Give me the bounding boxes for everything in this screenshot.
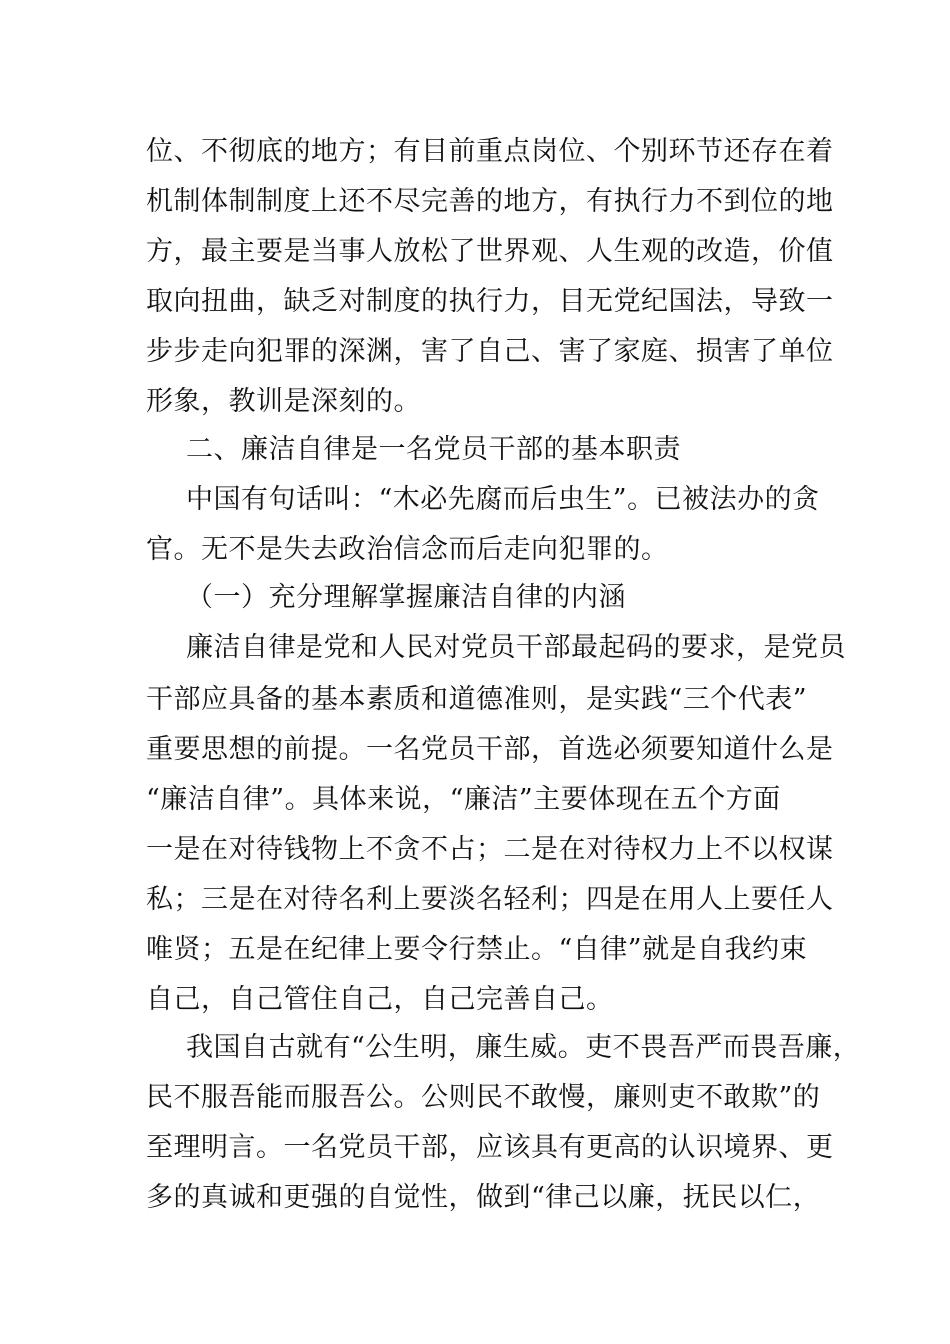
subsection-heading: （一）充分理解掌握廉洁自律的内涵 <box>186 582 626 613</box>
text-line: 我国自古就有“公生明，廉生威。吏不畏吾严而畏吾廉， <box>186 1032 861 1063</box>
section-heading: 二、廉洁自律是一名党员干部的基本职责 <box>186 434 681 465</box>
text-line: 至理明言。一名党员干部，应该具有更高的认识境界、更 <box>146 1132 834 1163</box>
text-line: 廉洁自律是党和人民对党员干部最起码的要求，是党员 <box>186 632 846 663</box>
text-line: 私；三是在对待名利上要淡名轻利；四是在用人上要任人 <box>146 884 834 915</box>
text-line: 民不服吾能而服吾公。公则民不敢慢，廉则吏不敢欺”的 <box>146 1082 821 1113</box>
text-line: 方，最主要是当事人放松了世界观、人生观的改造，价值 <box>146 236 834 267</box>
text-line: 一是在对待钱物上不贪不占；二是在对待权力上不以权谋 <box>146 834 834 865</box>
text-line: 官。无不是失去政治信念而后走向犯罪的。 <box>146 534 669 565</box>
text-line: 重要思想的前提。一名党员干部，首选必须要知道什么是 <box>146 734 834 765</box>
text-line: 中国有句话叫：“木必先腐而后虫生”。已被法办的贪 <box>186 484 820 515</box>
text-line: 多的真诚和更强的自觉性，做到“律己以廉，抚民以仁， <box>146 1182 821 1213</box>
text-line: 取向扭曲，缺乏对制度的执行力，目无党纪国法，导致一 <box>146 286 834 317</box>
text-line: 形象，教训是深刻的。 <box>146 386 421 417</box>
text-line: 步步走向犯罪的深渊，害了自己、害了家庭、损害了单位 <box>146 336 834 367</box>
text-line: 唯贤；五是在纪律上要令行禁止。“自律”就是自我约束 <box>146 934 808 965</box>
text-line: 自己，自己管住自己，自己完善自己。 <box>146 984 614 1015</box>
text-line: 机制体制制度上还不尽完善的地方，有执行力不到位的地 <box>146 186 834 217</box>
text-line: 干部应具备的基本素质和道德准则，是实践“三个代表” <box>146 684 808 715</box>
text-line: “廉洁自律”。具体来说，“廉洁”主要体现在五个方面 <box>146 784 781 815</box>
text-line: 位、不彻底的地方；有目前重点岗位、个别环节还存在着 <box>146 136 834 167</box>
